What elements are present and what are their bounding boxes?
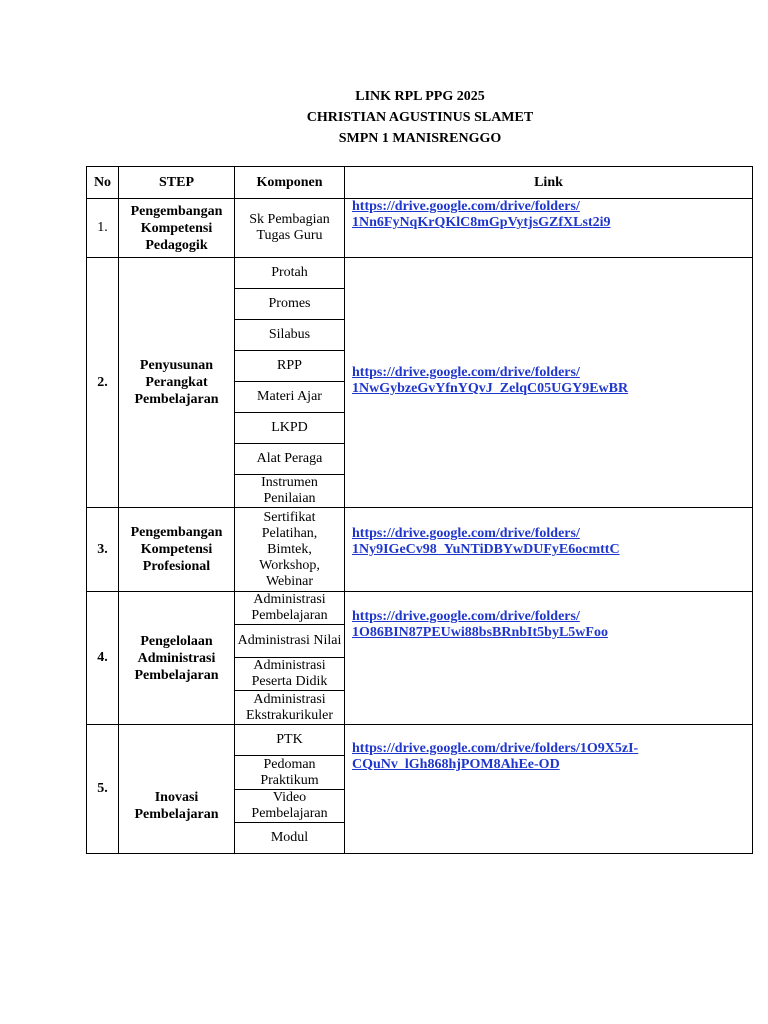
drive-link[interactable]: [352, 365, 748, 397]
komponen-cell: Protah: [235, 258, 345, 289]
link-line-1: https://drive.google.com/drive/folders/: [352, 365, 580, 380]
komponen-cell: Promes: [235, 289, 345, 320]
komponen-cell: Administrasi Peserta Didik: [235, 658, 345, 691]
rpl-link-table: [86, 166, 753, 854]
row-step: Penyusunan Perangkat Pembelajaran: [119, 258, 235, 508]
link-line-2: CQuNv_lGh868hjPOM8AhEe-OD: [352, 757, 560, 772]
link-cell: [345, 592, 753, 725]
row-number: 5.: [87, 725, 119, 854]
drive-link[interactable]: [352, 741, 748, 773]
row-step: Inovasi Pembelajaran: [119, 725, 235, 854]
komponen-cell: Video Pembelajaran: [235, 790, 345, 823]
komponen-cell: Instrumen Penilaian: [235, 475, 345, 508]
row-number: 1.: [87, 199, 119, 258]
title-line-1: LINK RPL PPG 2025: [355, 89, 485, 104]
row-step: Pengelolaan Administrasi Pembelajaran: [119, 592, 235, 725]
row-number: 3.: [87, 508, 119, 592]
table-row: [87, 199, 753, 258]
drive-link[interactable]: [352, 199, 748, 231]
header-step: STEP: [119, 167, 235, 199]
komponen-cell: LKPD: [235, 413, 345, 444]
link-cell: [345, 199, 753, 258]
drive-link[interactable]: [352, 526, 748, 558]
header-link: Link: [345, 167, 753, 199]
komponen-cell: Administrasi Pembelajaran: [235, 592, 345, 625]
table-row: [87, 592, 753, 625]
link-cell: [345, 508, 753, 592]
row-step: Pengembangan Kompetensi Pedagogik: [119, 199, 235, 258]
title-line-3: SMPN 1 MANISRENGGO: [338, 131, 502, 146]
table-row: [87, 258, 753, 289]
table-row: [87, 508, 753, 592]
link-line-1: https://drive.google.com/drive/folders/1O9X5zI-: [352, 741, 639, 756]
row-number: 4.: [87, 592, 119, 725]
header-no: No: [87, 167, 119, 199]
komponen-cell: RPP: [235, 351, 345, 382]
header-komponen: Komponen: [235, 167, 345, 199]
table-header-row: [87, 167, 753, 199]
komponen-cell: Alat Peraga: [235, 444, 345, 475]
table-row: [87, 725, 753, 756]
link-line-2: 1Ny9IGeCv98_YuNTiDBYwDUFyE6ocmttC: [352, 542, 620, 557]
link-cell: [345, 258, 753, 508]
komponen-cell: Modul: [235, 823, 345, 854]
link-line-2: 1O86BIN87PEUwi88bsBRnbIt5byL5wFoo: [352, 625, 608, 640]
komponen-cell: Silabus: [235, 320, 345, 351]
komponen-cell: Sertifikat Pelatihan, Bimtek, Workshop, Webinar: [235, 508, 345, 592]
link-line-1: https://drive.google.com/drive/folders/: [352, 609, 580, 624]
link-cell: [345, 725, 753, 854]
komponen-cell: Administrasi Nilai: [235, 625, 345, 658]
document-title: [0, 86, 768, 149]
komponen-cell: PTK: [235, 725, 345, 756]
link-line-1: https://drive.google.com/drive/folders/: [352, 526, 580, 541]
link-line-1: https://drive.google.com/drive/folders/: [352, 199, 580, 214]
row-step: Pengembangan Kompetensi Profesional: [119, 508, 235, 592]
title-line-2: CHRISTIAN AGUSTINUS SLAMET: [306, 110, 534, 125]
komponen-cell: Administrasi Ekstrakurikuler: [235, 691, 345, 725]
komponen-cell: Pedoman Praktikum: [235, 756, 345, 790]
row-number: 2.: [87, 258, 119, 508]
komponen-cell: Sk Pembagian Tugas Guru: [235, 199, 345, 258]
komponen-cell: Materi Ajar: [235, 382, 345, 413]
drive-link[interactable]: [352, 609, 748, 641]
link-line-2: 1Nn6FyNqKrQKlC8mGpVytjsGZfXLst2i9: [352, 215, 611, 230]
link-line-2: 1NwGybzeGvYfnYQvJ_ZelqC05UGY9EwBR: [352, 381, 629, 396]
